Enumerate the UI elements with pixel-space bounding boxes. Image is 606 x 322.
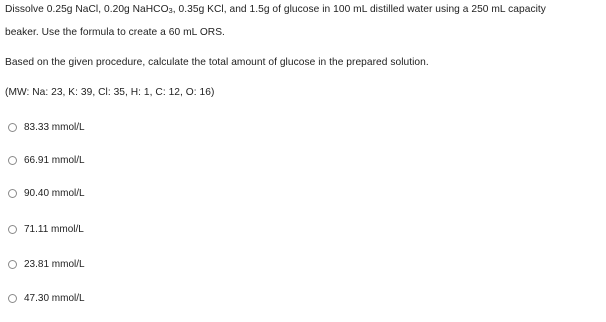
answer-option-5[interactable] — [8, 257, 85, 271]
radio-button-icon[interactable] — [8, 189, 17, 198]
answer-option-3[interactable] — [8, 186, 85, 200]
question-line-1-part-1: Dissolve 0.25g NaCl, 0.20g NaHCO — [5, 4, 169, 15]
radio-button-icon[interactable] — [8, 225, 17, 234]
radio-button-icon[interactable] — [8, 123, 17, 132]
answer-option-label: 71.11 mmol/L — [24, 223, 84, 235]
answer-option-label: 90.40 mmol/L — [24, 187, 85, 199]
answer-option-label: 83.33 mmol/L — [24, 121, 85, 133]
answer-option-label: 47.30 mmol/L — [24, 292, 85, 304]
question-line-1 — [5, 4, 546, 15]
answer-option-6[interactable] — [8, 291, 85, 305]
question-line-1-subscript: 3 — [168, 6, 173, 15]
question-line-2: beaker. Use the formula to create a 60 mL ORS. — [5, 27, 225, 38]
answer-option-label: 23.81 mmol/L — [24, 258, 85, 270]
answer-option-2[interactable] — [8, 153, 85, 167]
question-line-3: Based on the given procedure, calculate the total amount of glucose in the prepared solution. — [5, 57, 429, 68]
answer-option-4[interactable] — [8, 222, 84, 236]
question-line-4: (MW: Na: 23, K: 39, Cl: 35, H: 1, C: 12, O: 16) — [5, 87, 215, 98]
radio-button-icon[interactable] — [8, 260, 17, 269]
question-line-1-part-2: , 0.35g KCl, and 1.5g of glucose in 100 mL distilled water using a 250 mL capacity — [172, 4, 546, 15]
answer-option-label: 66.91 mmol/L — [24, 154, 85, 166]
radio-button-icon[interactable] — [8, 294, 17, 303]
answer-option-1[interactable] — [8, 120, 85, 134]
radio-button-icon[interactable] — [8, 156, 17, 165]
